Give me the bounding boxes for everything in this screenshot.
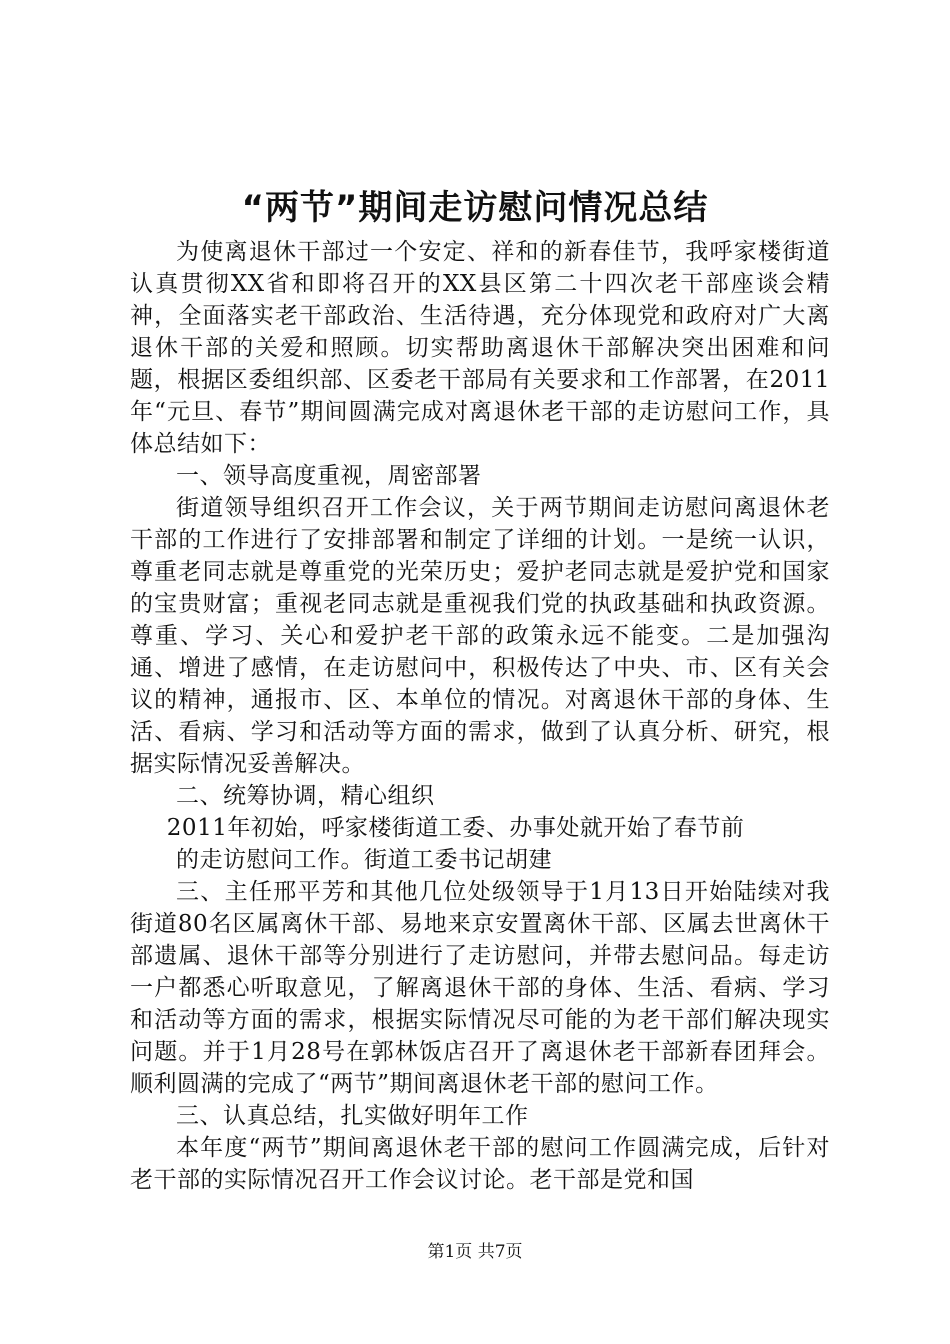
page-number-footer: 第1页 共7页 <box>427 1242 523 1262</box>
document-body <box>130 236 830 1196</box>
section-1-paragraph: 街道领导组织召开工作会议，关于两节期间走访慰问离退休老干部的工作进行了安排部署和制定了详细的计划。一是统一认识，尊重老同志就是尊重党的光荣历史；爱护老同志就是爱护党和国家的宝贵财富；重视老同志就是重视我们党的执政基础和执政资源。尊重、学习、关心和爱护老干部的政策永远不能变。二是加强沟通、增进了感情，在走访慰问中，积极传达了中央、市、区有关会议的精神，通报市、区、本单位的情况。对离退休干部的身体、生活、看病、学习和活动等方面的需求，做到了认真分析、研究，根据实际情况妥善解决。 <box>130 495 830 777</box>
section-heading-1: 一、领导高度重视，周密部署 <box>176 463 482 489</box>
section-2-continuation: 三、主任邢平芳和其他几位处级领导于1月13日开始陆续对我街道80名区属离休干部、易地来京安置离休干部、区属去世离休干部遗属、退休干部等分别进行了走访慰问，并带去慰问品。每走访一户都悉心听取意见，了解离退休干部的身体、生活、看病、学习和活动等方面的需求，根据实际情况尽可能的为老干部们解决现实问题。并于1月28号在郭林饭店召开了离退休老干部新春团拜会。顺利圆满的完成了“两节”期间离退休老干部的慰问工作。 <box>130 879 830 1097</box>
section-2-line-2: 的走访慰问工作。街道工委书记胡建 <box>176 847 552 873</box>
section-heading-2: 二、统筹协调，精心组织 <box>176 783 435 809</box>
section-heading-3: 三、认真总结，扎实做好明年工作 <box>176 1103 529 1129</box>
section-2-line-1: 2011年初始，呼家楼街道工委、办事处就开始了春节前 <box>166 815 745 841</box>
intro-paragraph: 为使离退休干部过一个安定、祥和的新春佳节，我呼家楼街道认真贯彻XX省和即将召开的XX县区第二十四次老干部座谈会精神，全面落实老干部政治、生活待遇，充分体现党和政府对广大离退休干部的关爱和照顾。切实帮助离退休干部解决突出困难和问题，根据区委组织部、区委老干部局有关要求和工作部署，在2011年“元旦、春节”期间圆满完成对离退休老干部的走访慰问工作，具体总结如下： <box>130 239 830 457</box>
document-title: “两节”期间走访慰问情况总结 <box>241 188 709 228</box>
section-3-paragraph: 本年度“两节”期间离退休老干部的慰问工作圆满完成，后针对老干部的实际情况召开工作会议讨论。老干部是党和国 <box>130 1135 830 1193</box>
